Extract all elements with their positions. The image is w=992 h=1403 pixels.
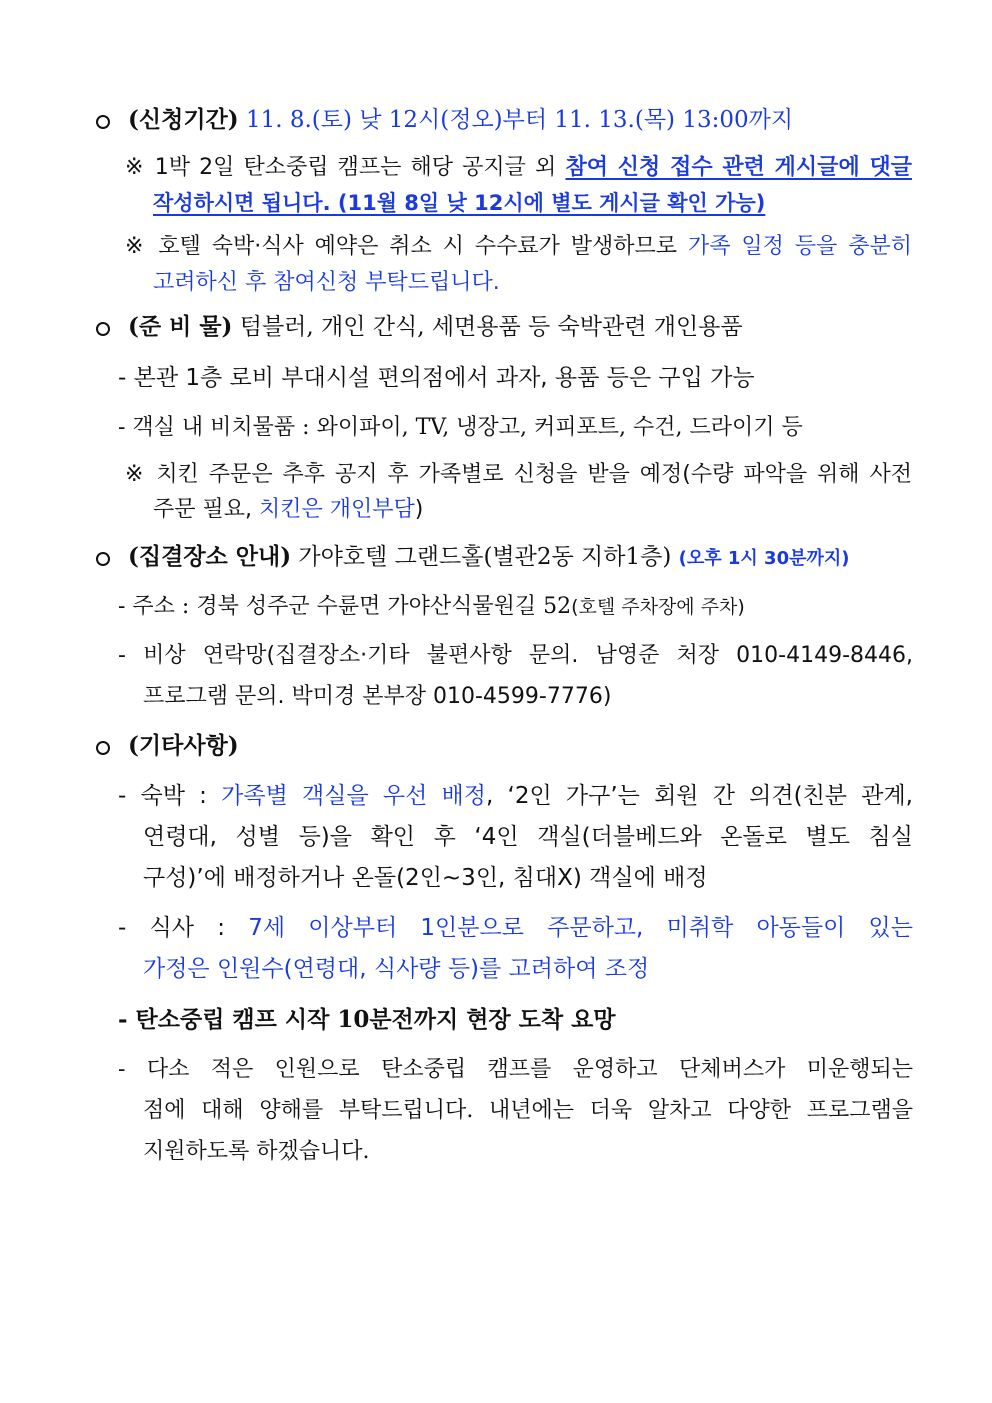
arrival-notice: - 탄소중립 캠프 시작 10분전까지 현장 도착 요망 bbox=[118, 1006, 616, 1033]
supplies-note: ※ 치킨 주문은 추후 공지 후 가족별로 신청을 받을 예정(수량 파악을 위해 사전 bbox=[125, 462, 912, 487]
meeting-place-address: - 주소 : 경북 성주군 수륜면 가야산식물원길 52(호텔 주차장에 주차) bbox=[118, 594, 745, 619]
application-note-1: ※ 1박 2일 탄소중립 캠프는 해당 공지글 외 참여 신청 접수 관련 게시글에 댓글 bbox=[125, 155, 912, 180]
closing-note-cont-2: 지원하도록 하겠습니다. bbox=[143, 1139, 370, 1164]
lodging-detail-cont-2: 구성)’에 배정하거나 온돌(2인~3인, 침대X) 객실에 배정 bbox=[143, 865, 708, 891]
other-matters-heading: (기타사항) bbox=[128, 732, 239, 759]
supplies-detail-2: - 객실 내 비치물품 : 와이파이, TV, 냉장고, 커피포트, 수건, 드라이기 등 bbox=[118, 415, 803, 440]
application-period-heading: (신청기간) 11. 8.(토) 낮 12시(정오)부터 11. 13.(목) 13:00까지 bbox=[128, 106, 794, 133]
meeting-place-heading: (집결장소 안내) 가야호텔 그랜드홀(별관2동 지하1층) (오후 1시 30분까지) bbox=[128, 543, 850, 570]
emergency-contact-cont: 프로그램 문의. 박미경 본부장 010-4599-7776) bbox=[143, 684, 612, 709]
bullet-circle-icon bbox=[96, 552, 110, 566]
bullet-circle-icon bbox=[96, 322, 110, 336]
emergency-contact: - 비상 연락망(집결장소·기타 불편사항 문의. 남영준 처장 010-4149-8446, bbox=[118, 643, 913, 668]
meal-detail-cont: 가정은 인원수(연령대, 식사량 등)를 고려하여 조정 bbox=[143, 956, 650, 982]
lodging-detail: - 숙박 : 가족별 객실을 우선 배정, ‘2인 가구’는 회원 간 의견(친분 관계, bbox=[118, 783, 913, 809]
supplies-heading: (준 비 물) 텀블러, 개인 간식, 세면용품 등 숙박관련 개인용품 bbox=[128, 313, 743, 340]
lodging-detail-cont-1: 연령대, 성별 등)을 확인 후 ‘4인 객실(더블베드와 온돌로 별도 침실 bbox=[143, 824, 913, 850]
bullet-circle-icon bbox=[96, 741, 110, 755]
application-note-2: ※ 호텔 숙박·식사 예약은 취소 시 수수료가 발생하므로 가족 일정 등을 충분히 bbox=[125, 234, 913, 259]
meal-detail: - 식사 : 7세 이상부터 1인분으로 주문하고, 미취학 아동들이 있는 bbox=[118, 915, 913, 941]
closing-note: - 다소 적은 인원으로 탄소중립 캠프를 운영하고 단체버스가 미운행되는 bbox=[118, 1057, 913, 1082]
supplies-note-cont: 주문 필요, 치킨은 개인부담) bbox=[153, 497, 424, 522]
application-note-2-cont: 고려하신 후 참여신청 부탁드립니다. bbox=[153, 270, 500, 295]
closing-note-cont-1: 점에 대해 양해를 부탁드립니다. 내년에는 더욱 알차고 다양한 프로그램을 bbox=[143, 1098, 913, 1123]
supplies-detail-1: - 본관 1층 로비 부대시설 편의점에서 과자, 용품 등은 구입 가능 bbox=[118, 365, 755, 391]
bullet-circle-icon bbox=[96, 115, 110, 129]
application-note-1-cont: 작성하시면 됩니다. (11월 8일 낮 12시에 별도 게시글 확인 가능) bbox=[153, 191, 766, 215]
